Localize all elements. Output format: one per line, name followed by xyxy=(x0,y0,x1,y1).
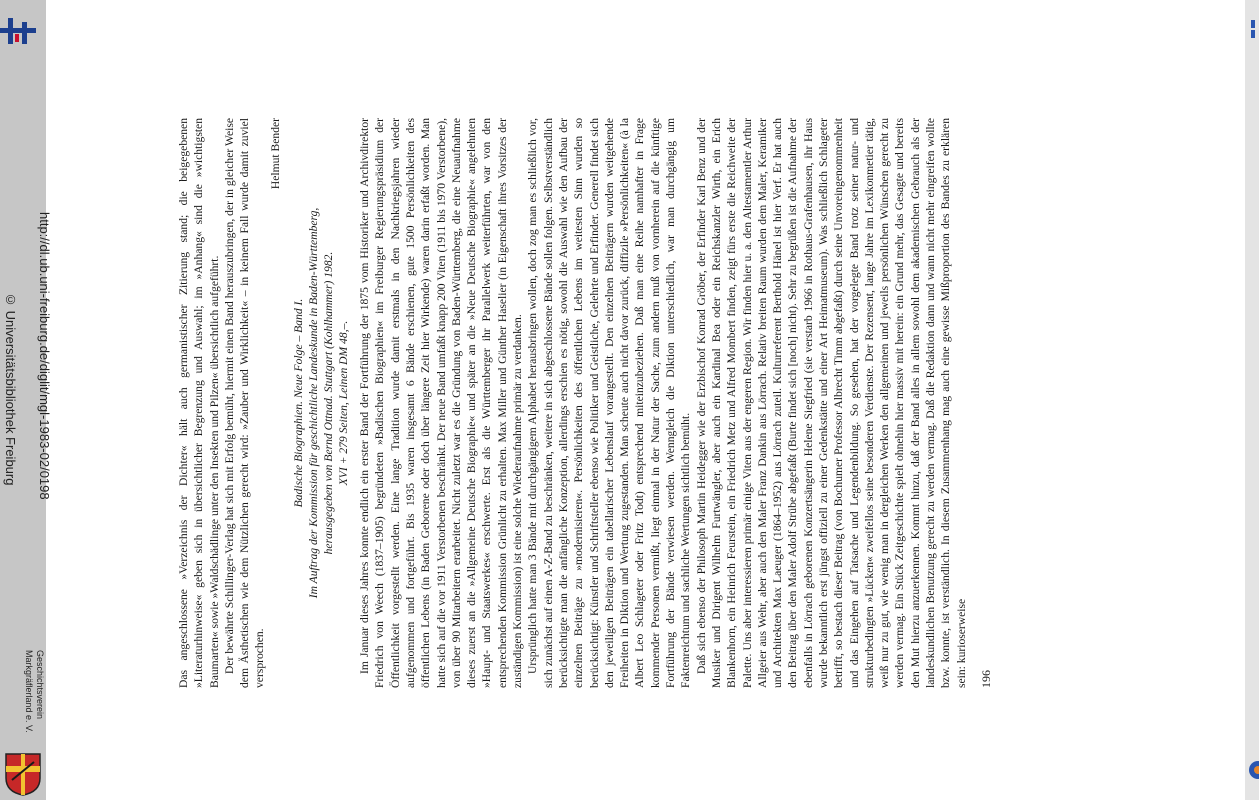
book-editor: herausgegeben von Bernd Ottnad. Stuttgart (Kohlhammer) 1982. xyxy=(322,251,336,555)
viewer-left-panel xyxy=(0,0,52,800)
page-content xyxy=(176,118,994,688)
page-number: 196 xyxy=(978,670,993,688)
book-title: Badische Biographien. Neue Folge – Band I. xyxy=(292,298,306,508)
society-name-text: Geschichtsverein Markgräflerland e. V. xyxy=(24,650,45,733)
review-paragraph-1: Im Januar dieses Jahres konnte endlich ein erster Band der Fortführung der 1875 vom Historiker und Archivdirektor Friedrich von Weech (1837–1905) begründeten »Badischen Biographien« im Freiburger Regierungspräsidium der Öffentlichkeit vorgestellt werden. Eine lange Tradition wurde damit erstmals in den Nachkriegsjahren wieder aufgenommen und fortgeführt. Bis 1935 waren insgesamt 6 Bände erschienen, gute 1500 Persönlichkeiten des öffentlichen Lebens (in Baden Geborene oder doch über längere Zeit hier Wirkende) waren darin erfaßt worden. Man hatte sich auf die vor 1911 Verstorbenen beschränkt. Der neue Band umfaßt knapp 200 Viten (1911 bis 1970 Verstorbene), von über 90 Mitarbeitern erarbeitet. Nicht zuletzt war es die Gründung von Baden-Württemberg, die eine Neuaufnahme dieses zuerst an die »Allgemeine Deutsche Biographie« und später an die »Neue Deutsche Biographie« angelehnten »Haupt- und Staatswerkes« erschwerte. Erst als die Württemberger ihr Parallelwerk weiterführten, war von den entsprechenden Kommission Grünlicht zu erhalten. Max Miller und Günther Haselier (in Eigenschaft ihres Vorsitzes der zuständigen Kommission) ist eine solche Wiederaufnahme primär zu verdanken. xyxy=(358,118,525,688)
review-author: Helmut Bender xyxy=(268,118,282,190)
intro-paragraph-1: Das angeschlossene »Verzeichnis der Dichter« hält auch germanistischer Zitierung stand; die beigegebenen »Literaturhinweise« geben sich in übersichtlicher Begrenzung und Auswahl; im »Anhang« sind die »wichtigsten Baumarten« sowie »Waldschädlinge unter den Insekten und Pilzen« übersichtlich aufgeführt. xyxy=(177,118,221,688)
viewer-top-edge-icon[interactable] xyxy=(1249,20,1259,38)
society-crest-icon xyxy=(4,752,42,796)
review-paragraph-3: Daß sich ebenso der Philosoph Martin Heidegger wie der Erzbischof Konrad Gröber, der Erfinder Karl Benz und der Musiker und Dirigent Wilhelm Furtwängler, aber auch ein Kardinal Bea oder ein Reichskanzler Wirth, ein Erich Blankenhorn, ein Heinrich Feurstein, ein Friedrich Metz und Alfred Mombert finden, zeigt fürs erste die Reichweite der Palette. Uns aber interessieren primär einige Viten aus der engeren Region. Wir finden hier u. a. den Altestamentler Arthur Allgeier aus Wehr, aber auch den Maler Franz Dankin aus Lörrach. Relativ breiten Raum wurden dem Maler, Keramiker und Architekten Max Laeuger (1864–1952) aus Lörrach zuteil. Kulturreferent Berthold Hänel ist hier Verf. Er hat auch den Beitrag über den Maler Adolf Strübe abgefaßt (Burte findet sich [noch] nicht). Sehr zu begrüßen ist die Aufnahme der ebenfalls in Lörrach geborenen Konzertsängerin Helene Siegfried (sie verstarb 1966 in Rothaus-Grafenhausen, ihr Haus wurde bekanntlich erst jüngst offiziell zu einer Gedenkstätte und einer Art Heimatmuseum). Was schließlich Schlageter betrifft, so bestach dieser Beitrag (von Bochumer Professor Albrecht Timm abgefaßt) durch seine Unvoreingenommenheit und das Eingehen auf Tatsache und Legendenbildung. So gesehen, hat der vorgelegte Band trotz seiner natur- und strukturbedingten »Lücken« zweifellos seine besonderen Verdienste. Der Rezensent, lange Jahre im Lexikonmetier tätig, weiß nur zu gut, wie wenig man in dergleichen Werken den allgemeinen und jeweils persönlichen Wünschen gerecht zu werden vermag. Ein Stück Zeitgeschichte spielt ohnehin hier massiv mit herein: ein Grund mehr, das Gesagte und bereits den Mut hierzu anzuerkennen. Kommt hinzu, daß der Band alles in allem sowohl dem akademischen Gebrauch als der landeskundlichen Benutzung gerecht zu werden vermag. Daß die Redaktion dann und wann nicht mehr eingreifen wollte bzw. konnte, ist verständlich. In diesem Zusammenhang mag auch eine gewisse Mißproportion des Bandes zu erklären sein: kurioserweise xyxy=(694,118,968,688)
viewer-bottom-edge-icon[interactable] xyxy=(1249,757,1259,783)
document-page xyxy=(155,108,993,698)
review-citation xyxy=(291,118,351,688)
book-extent: XVI + 279 Seiten, Leinen DM 48,–. xyxy=(337,320,351,486)
viewer-right-panel xyxy=(1245,0,1259,800)
scan-url-text[interactable]: http://dl.ub.uni-freiburg.de/diglit/mgl-1983-02/0198 xyxy=(37,212,52,500)
review-paragraph-2: Ursprünglich hatte man 3 Bände mit durchgängigem Alphabet herausbringen wollen, doch zog man es schließlich vor, sich zunächst auf einen A-Z-Band zu beschränken, weitere in sich abgeschlossene Bände sollen folgen. Selbstverständlich berücksichtigte man die anfängliche Konzeption, allerdings erschien es nötig, sowohl die Auswahl wie den Aufbau der einzelnen Beiträge zu »modernisieren«. Persönlichkeiten des öffentlichen Lebens im weitesten Sinn wurden so berücksichtigt: Künstler und Schriftsteller ebenso wie Politiker und Geistliche, Gelehrte und Erfinder. Generell findet sich den jeweiligen Beiträgen ein tabellarischer Lebenslauf vorangestellt. Den einzelnen Beiträgern wurden weitgehende Freiheiten in Diktion und Wertung zugestanden. Man scheute auch nicht davor zurück, diffizile »Persönlichkeiten« (à la Albert Leo Schlageter oder Fritz Todt) entsprechend miteinzubeziehen. Daß man eine Reihe namhafter in Frage kommender Personen vermißt, liegt einmal in der Natur der Sache, zum andern muß von vornherein auf die künftige Fortführung der Bände verwiesen werden. Wenngleich die Diktion unterschiedlich, war man durchgängig um Faktenreichtum und sachliche Wertungen sichtlich bemüht. xyxy=(526,118,693,688)
university-library-logo-icon xyxy=(0,14,40,48)
book-subtitle: Im Auftrag der Kommission für geschichtliche Landeskunde in Baden-Württemberg, xyxy=(307,207,321,599)
intro-paragraph-2: Der bewährte Schillinger-Verlag hat sich mit Erfolg bemüht, hiermit einen Band herauszubringen, der in gleicher Weise dem Ästhetischen wie dem Nützlichen gerecht wird: »Zauber und Wirklichkeit« – in keinem Fall wurde damit zuviel versprochen. xyxy=(222,118,267,688)
library-credit-text: © Universitätsbibliothek Freiburg xyxy=(3,292,18,486)
